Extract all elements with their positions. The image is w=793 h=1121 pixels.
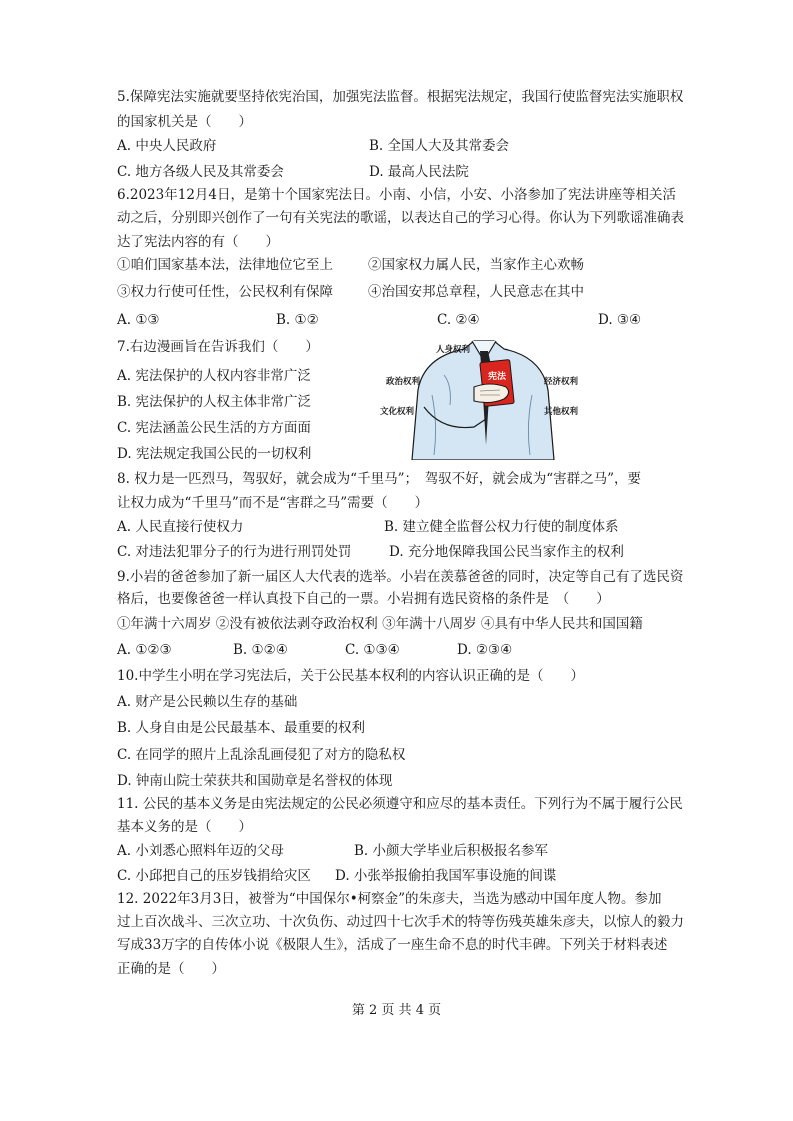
cartoon-label-political-rights: 政治权利 [386,377,421,387]
q6-stem-line1: 6.2023年12月4日，是第十个国家宪法日。小南、小信，小安、小洛参加了宪法讲座等相关活 [117,187,677,203]
q5-option-c: C. 地方各级人民及其常委会 [117,164,284,180]
q8-stem-line1: 8. 权力是一匹烈马，驾驭好，就会成为“千里马”； 驾驭不好，就会成为“害群之马”，要 [117,471,642,487]
q6-statement-2: ②国家权力属人民，当家作主心欢畅 [368,257,584,273]
q6-stem-line3: 达了宪法内容的有（ ） [117,234,279,250]
q6-statement-1: ①咱们国家基本法，法律地位它至上 [117,257,333,273]
q6-statement-4: ④治国安邦总章程，人民意志在其中 [368,284,584,300]
q8-option-d: D. 充分地保障我国公民当家作主的权利 [389,544,624,560]
q12-stem-line1: 12. 2022年3月3日，被誉为“中国保尔•柯察金”的朱彦夫，当选为感动中国年度人物。参加 [117,891,662,907]
q10-stem: 10.中学生小明在学习宪法后，关于公民基本权利的内容认识正确的是（ ） [117,668,584,684]
q8-option-a: A. 人民直接行使权力 [117,519,244,535]
q9-option-c: C. ①③④ [345,642,400,658]
q9-option-a: A. ①②③ [117,642,172,658]
constitution-cartoon [372,335,590,460]
q8-option-c: C. 对违法犯罪分子的行为进行刑罚处罚 [117,544,352,560]
q5-stem-line2: 的国家机关是（ ） [117,114,252,130]
q7-option-d: D. 宪法规定我国公民的一切权利 [117,446,312,462]
q5-option-d: D. 最高人民法院 [369,164,469,180]
q9-stem-line2: 格后，也要像爸爸一样认真投下自己的一票。小岩拥有选民资格的条件是 （ ） [117,591,610,607]
q10-option-c: C. 在同学的照片上乱涂乱画侵犯了对方的隐私权 [117,747,406,763]
q11-stem-line2: 基本义务的是（ ） [117,819,252,835]
cartoon-label-other-rights: 其他权利 [544,407,579,417]
q12-stem-line4: 正确的是（ ） [117,961,225,977]
q7-stem: 7.右边漫画旨在告诉我们（ ） [117,339,319,355]
q5-option-a: A. 中央人民政府 [117,138,217,154]
q11-option-a: A. 小刘悉心照料年迈的父母 [117,843,284,859]
q7-option-a: A. 宪法保护的人权内容非常广泛 [117,368,311,384]
q10-option-a: A. 财产是公民赖以生存的基础 [117,694,298,710]
cartoon-figure-illustration [372,335,590,460]
q8-option-b: B. 建立健全监督公权力行使的制度体系 [384,519,619,535]
q8-stem-line2: 让权力成为“千里马”而不是“害群之马”需要（ ） [117,495,429,511]
q9-option-d: D. ②③④ [457,642,513,658]
q11-option-c: C. 小邱把自己的压岁钱捐给灾区 [117,868,311,884]
q5-stem-line1: 5.保障宪法实施就要坚持依宪治国，加强宪法监督。根据宪法规定，我国行使监督宪法实施职权 [117,89,684,105]
cartoon-label-personal-rights: 人身权利 [436,345,471,355]
q11-stem-line1: 11. 公民的基本义务是由宪法规定的公民必须遵守和应尽的基本责任。下列行为不属于履行公民 [117,796,683,812]
q6-option-d: D. ③④ [598,312,642,328]
cartoon-book-label: 宪法 [488,372,507,382]
q9-option-b: B. ①②④ [233,642,288,658]
q5-option-b: B. 全国人大及其常委会 [369,138,510,154]
q12-stem-line2: 过上百次战斗、三次立功、十次负伤、动过四十七次手术的特等伤残英雄朱彦夫，以惊人的毅力 [117,914,684,930]
q6-option-c: C. ②④ [437,312,480,328]
q9-conditions: ①年满十六周岁 ②没有被依法剥夺政治权利 ③年满十八周岁 ④具有中华人民共和国国籍 [117,616,643,632]
q10-option-d: D. 钟南山院士荣获共和国勋章是名誉权的体现 [117,773,393,789]
q6-option-a: A. ①③ [117,312,160,328]
q11-option-d: D. 小张举报偷拍我国军事设施的间谍 [335,868,557,884]
q11-option-b: B. 小颜大学毕业后积极报名参军 [354,843,549,859]
q9-stem-line1: 9.小岩的爸爸参加了新一届区人大代表的选举。小岩在羡慕爸爸的同时，决定等自己有了选民资 [117,569,684,585]
q6-stem-line2: 动之后，分别即兴创作了一句有关宪法的歌谣，以表达自己的学习心得。你认为下列歌谣准确表 [117,210,684,226]
cartoon-label-cultural-rights: 文化权利 [380,407,415,417]
q6-statement-3: ③权力行使可任性，公民权利有保障 [117,284,333,300]
q10-option-b: B. 人身自由是公民最基本、最重要的权利 [117,720,366,736]
q7-option-b: B. 宪法保护的人权主体非常广泛 [117,394,312,410]
q7-option-c: C. 宪法涵盖公民生活的方方面面 [117,420,311,436]
cartoon-label-economic-rights: 经济权利 [544,377,579,387]
q6-option-b: B. ①② [276,312,319,328]
q12-stem-line3: 写成33万字的自传体小说《极限人生》，活成了一座生命不息的时代丰碑。下列关于材料表述 [117,937,668,953]
page-footer: 第 2 页 共 4 页 [351,1003,442,1018]
